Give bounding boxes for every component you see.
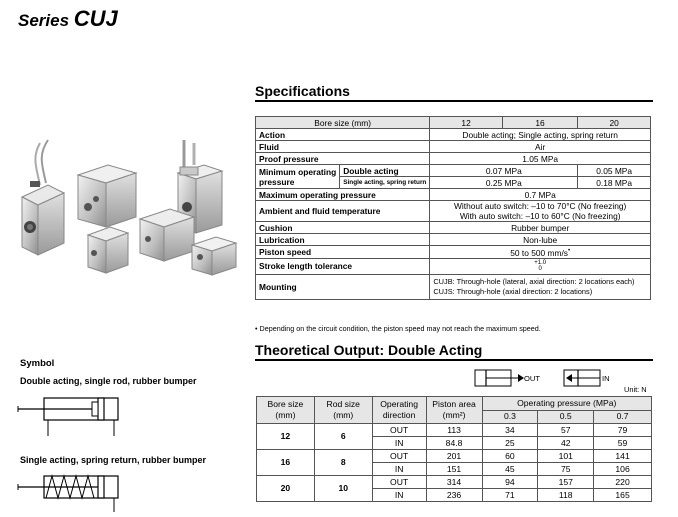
lubrication-label: Lubrication: [256, 234, 430, 246]
mounting-value: [430, 274, 651, 299]
unit-label: Unit: N: [624, 385, 647, 394]
double-acting-label: Double acting: [340, 165, 430, 177]
ambient-value-line1: Without auto switch: –10 to 70°C (No freezing): [454, 201, 627, 211]
fluid-value: Air: [430, 141, 651, 153]
output-cell: 75: [538, 463, 594, 476]
direction-cell: OUT: [372, 476, 426, 489]
direction-cell: OUT: [372, 424, 426, 437]
min-pressure-label-line1: Minimum operating: [259, 166, 337, 177]
area-cell: 84.8: [426, 437, 482, 450]
table-row: [256, 153, 651, 165]
output-cell: 157: [538, 476, 594, 489]
area-cell: 151: [426, 463, 482, 476]
piston-speed-footnote: • Depending on the circuit condition, the piston speed may not reach the maximum speed.: [255, 324, 541, 333]
area-header-line1: Piston area: [432, 399, 476, 409]
direction-header-line1: Operating: [380, 399, 418, 409]
stroke-tolerance-upper: +1.0: [534, 260, 547, 267]
output-rule: [255, 359, 653, 361]
output-cell: 45: [482, 463, 538, 476]
lubrication-value: Non-lube: [430, 234, 651, 246]
bore-size-12: 12: [430, 117, 502, 129]
table-row: [256, 246, 651, 259]
bore-size-20: 20: [578, 117, 651, 129]
bore-size-16: 16: [502, 117, 577, 129]
bore-size-col-header: [257, 397, 315, 424]
action-value: Double acting; Single acting, spring return: [430, 129, 651, 141]
series-name: CUJ: [73, 6, 118, 31]
table-row: [256, 129, 651, 141]
output-cell: 71: [482, 489, 538, 502]
piston-area-col-header: [426, 397, 482, 424]
proof-pressure-value: 1.05 MPa: [430, 153, 651, 165]
table-row: [257, 397, 652, 411]
bore-header-line2: (mm): [275, 410, 296, 420]
series-title: [18, 6, 118, 32]
table-row: [256, 234, 651, 246]
mounting-value-line2: CUJS: Through-hole (axial direction: 2 locations): [433, 286, 593, 296]
area-cell: 236: [426, 489, 482, 502]
bore-size-header: Bore size (mm): [256, 117, 430, 129]
output-cell: 118: [538, 489, 594, 502]
pressure-0-5-header: 0.5: [538, 410, 594, 424]
output-cell: 165: [594, 489, 652, 502]
double-acting-caption: Double acting, single rod, rubber bumper: [20, 376, 197, 386]
rod-cell: 10: [314, 476, 372, 502]
output-cell: 59: [594, 437, 652, 450]
output-table: [256, 396, 652, 502]
output-cell: 79: [594, 424, 652, 437]
symbol-heading: Symbol: [20, 358, 55, 369]
table-row: [256, 274, 651, 299]
area-header-line2: (mm²): [442, 410, 466, 420]
ambient-value-line2: With auto switch: –10 to 60°C (No freezing): [459, 211, 621, 221]
single-acting-pressure-20: 0.18 MPa: [578, 177, 651, 189]
max-pressure-label: Maximum operating pressure: [256, 189, 430, 201]
out-direction-label: OUT: [524, 374, 541, 383]
mounting-label: Mounting: [256, 274, 430, 299]
area-cell: 113: [426, 424, 482, 437]
double-acting-pressure-20: 0.05 MPa: [578, 165, 651, 177]
stroke-tolerance-value: [430, 258, 651, 274]
table-row: [256, 165, 651, 177]
direction-cell: IN: [372, 463, 426, 476]
single-acting-caption: Single acting, spring return, rubber bumper: [20, 455, 207, 465]
min-pressure-label: [256, 165, 340, 189]
table-row: [256, 222, 651, 234]
bore-cell: 20: [257, 476, 315, 502]
product-photo: [8, 135, 243, 280]
direction-col-header: [372, 397, 426, 424]
fluid-label: Fluid: [256, 141, 430, 153]
action-label: Action: [256, 129, 430, 141]
operating-pressure-header: Operating pressure (MPa): [482, 397, 651, 411]
output-heading: Theoretical Output: Double Acting: [255, 342, 483, 358]
piston-speed-text: 50 to 500 mm/s: [510, 247, 568, 258]
table-row: [257, 450, 652, 463]
output-cell: 60: [482, 450, 538, 463]
specifications-heading: Specifications: [255, 83, 350, 99]
min-pressure-label-line2: pressure: [259, 176, 295, 187]
output-cell: 57: [538, 424, 594, 437]
specifications-table: [255, 116, 651, 300]
double-acting-symbol: [16, 392, 126, 440]
proof-pressure-label: Proof pressure: [256, 153, 430, 165]
piston-speed-value: [430, 246, 651, 259]
double-acting-pressure: 0.07 MPa: [430, 165, 578, 177]
single-acting-symbol: [16, 470, 126, 516]
pressure-0-7-header: 0.7: [594, 410, 652, 424]
cushion-label: Cushion: [256, 222, 430, 234]
table-row: [256, 117, 651, 129]
rod-size-col-header: [314, 397, 372, 424]
direction-header-line2: direction: [382, 410, 416, 420]
output-cell: 25: [482, 437, 538, 450]
table-row: [256, 258, 651, 274]
ambient-label: Ambient and fluid temperature: [256, 201, 430, 222]
output-cell: 34: [482, 424, 538, 437]
bore-cell: 16: [257, 450, 315, 476]
bore-cell: 12: [257, 424, 315, 450]
output-cell: 220: [594, 476, 652, 489]
direction-cell: IN: [372, 437, 426, 450]
single-acting-label: Single acting, spring return: [340, 177, 430, 189]
rod-header-line1: Rod size: [326, 399, 360, 409]
rod-cell: 6: [314, 424, 372, 450]
cushion-value: Rubber bumper: [430, 222, 651, 234]
bore-header-line1: Bore size: [267, 399, 304, 409]
in-direction-label: IN: [602, 374, 610, 383]
output-cell: 94: [482, 476, 538, 489]
max-pressure-value: 0.7 MPa: [430, 189, 651, 201]
output-cell: 141: [594, 450, 652, 463]
piston-speed-note-mark: •: [567, 248, 571, 254]
table-row: [256, 201, 651, 222]
output-cell: 106: [594, 463, 652, 476]
area-cell: 201: [426, 450, 482, 463]
series-prefix: Series: [18, 11, 74, 30]
stroke-tolerance-label: Stroke length tolerance: [256, 258, 430, 274]
table-row: [257, 476, 652, 489]
rod-cell: 8: [314, 450, 372, 476]
single-acting-pressure: 0.25 MPa: [430, 177, 578, 189]
ambient-value: [430, 201, 651, 222]
area-cell: 314: [426, 476, 482, 489]
mounting-value-line1: CUJB: Through-hole (lateral, axial direction: 2 locations each): [433, 276, 635, 286]
output-cell: 101: [538, 450, 594, 463]
table-row: [256, 189, 651, 201]
specifications-rule: [255, 100, 653, 102]
pressure-0-3-header: 0.3: [482, 410, 538, 424]
table-row: [257, 424, 652, 437]
in-direction-symbol: [552, 368, 602, 388]
output-cell: 42: [538, 437, 594, 450]
direction-cell: IN: [372, 489, 426, 502]
table-row: [256, 141, 651, 153]
piston-speed-label: Piston speed: [256, 246, 430, 259]
rod-header-line2: (mm): [333, 410, 354, 420]
stroke-tolerance-lower: 0: [538, 266, 542, 273]
direction-cell: OUT: [372, 450, 426, 463]
